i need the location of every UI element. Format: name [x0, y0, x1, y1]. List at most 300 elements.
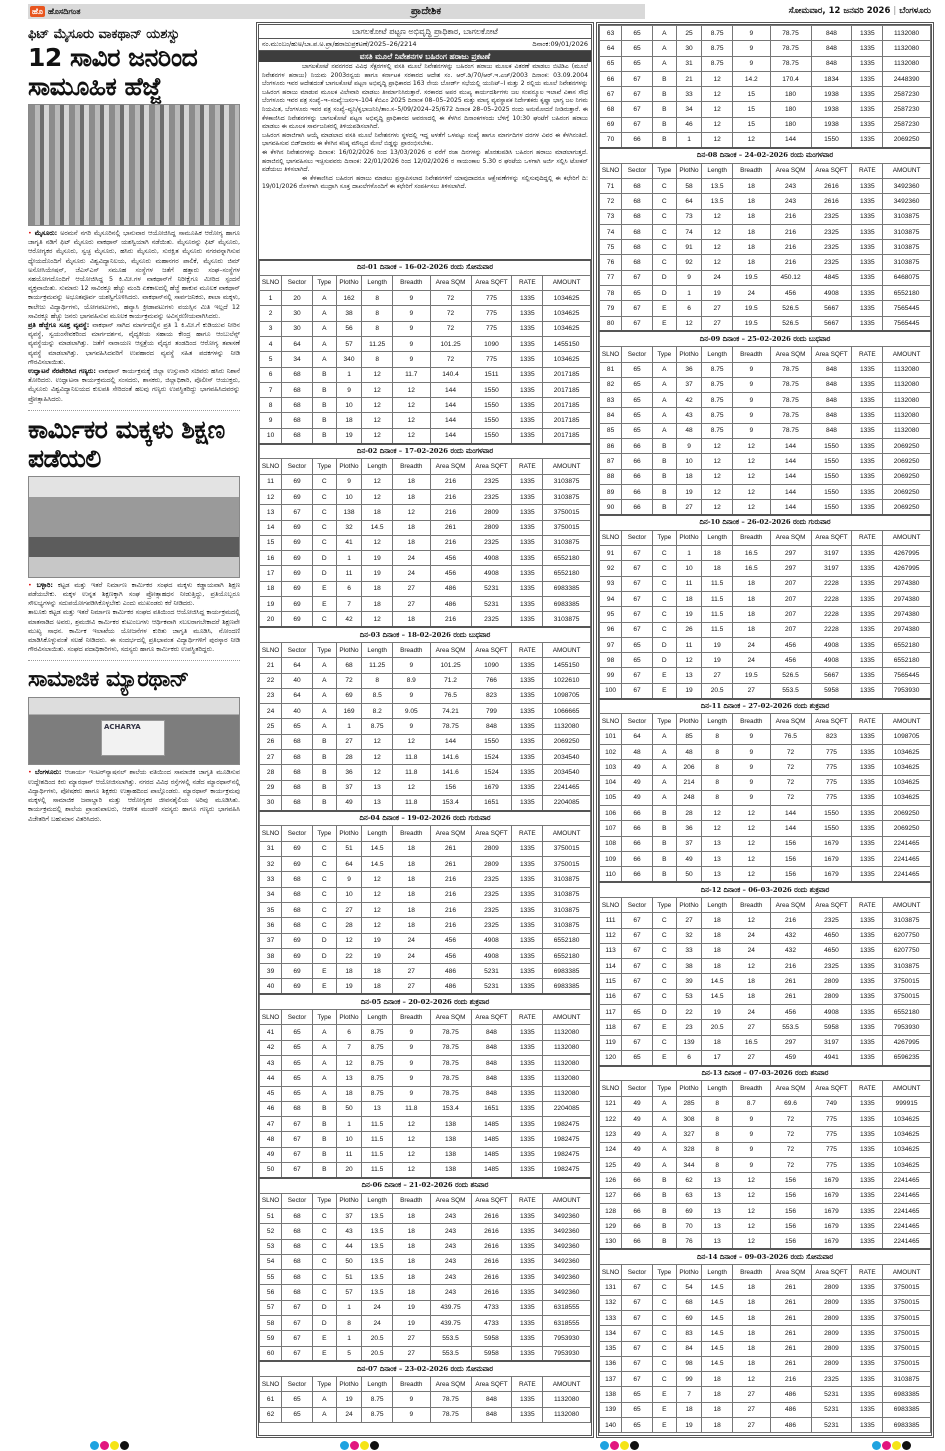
cell-rate: 1335 [852, 224, 883, 239]
cell-area-sqft: 1485 [471, 1147, 512, 1162]
cell-slno: 121 [600, 1096, 622, 1111]
cell-slno: 125 [600, 1157, 622, 1172]
cell-length: 8.75 [702, 408, 733, 423]
cell-sector: 68 [282, 765, 313, 780]
cell-amount: 3103875 [883, 209, 931, 224]
cell-area-sqft: 848 [811, 408, 852, 423]
column-header: PlotNo [336, 1193, 362, 1208]
cell-amount: 1982475 [543, 1163, 591, 1178]
cell-sector: 67 [622, 270, 653, 285]
cell-amount: 1132080 [543, 1407, 591, 1422]
column-header: AMOUNT [883, 1265, 931, 1280]
column-header: Area SQM [430, 275, 471, 290]
table-row [600, 1096, 931, 1111]
cell-area-sqft: 5231 [471, 581, 512, 596]
cell-type: C [312, 857, 336, 872]
cell-breadth: 14.2 [733, 71, 771, 86]
column-header: SLNO [600, 530, 622, 545]
cell-area-sqm: 138 [430, 1132, 471, 1147]
cell-sector: 40 [282, 704, 313, 719]
table-row [260, 413, 591, 428]
column-header: Type [312, 459, 336, 474]
column-header: AMOUNT [543, 642, 591, 657]
cell-amount: 3492360 [543, 1239, 591, 1254]
cell-area-sqm: 486 [430, 581, 471, 596]
table-row [260, 887, 591, 902]
cell-length: 12 [362, 535, 393, 550]
registration-dot [120, 1441, 129, 1450]
cell-type: B [312, 398, 336, 413]
column-header: Area SQM [430, 1377, 471, 1392]
cell-breadth: 9 [733, 41, 771, 56]
cell-rate: 1335 [512, 1117, 543, 1132]
cell-amount: 7953930 [543, 1331, 591, 1346]
cell-sector: 66 [622, 836, 653, 851]
cell-area-sqm: 261 [770, 1310, 811, 1325]
cell-sector: 69 [282, 566, 313, 581]
registration-dot [620, 1441, 629, 1450]
cell-sector: 49 [622, 775, 653, 790]
cell-plotno: 1 [336, 367, 362, 382]
cell-plotno: 26 [676, 622, 702, 637]
cell-type: D [312, 551, 336, 566]
cell-rate: 1335 [852, 989, 883, 1004]
cell-sector: 49 [622, 1157, 653, 1172]
cell-plotno: 69 [676, 1203, 702, 1218]
table-row [600, 1035, 931, 1050]
cell-amount: 3750015 [883, 1310, 931, 1325]
cell-breadth: 18 [393, 474, 431, 489]
cell-area-sqm: 439.75 [430, 1315, 471, 1330]
cell-slno: 74 [600, 224, 622, 239]
cell-slno: 29 [260, 780, 282, 795]
cell-slno: 90 [600, 500, 622, 515]
logo-mark: ಹೊ [32, 7, 43, 16]
cell-sector: 49 [622, 1112, 653, 1127]
table-row [600, 178, 931, 193]
cell-sector: 68 [282, 902, 313, 917]
cell-type: E [652, 316, 676, 331]
cell-type: A [312, 336, 336, 351]
cell-sector: 66 [622, 439, 653, 454]
cell-type: E [312, 1331, 336, 1346]
cell-breadth: 24 [733, 286, 771, 301]
cell-plotno: 19 [676, 484, 702, 499]
column-header: AMOUNT [543, 826, 591, 841]
cell-amount: 6318555 [543, 1300, 591, 1315]
cell-area-sqft: 1679 [811, 1219, 852, 1234]
cell-sector: 68 [282, 1239, 313, 1254]
cell-plotno: 9 [336, 872, 362, 887]
cell-slno: 133 [600, 1310, 622, 1325]
cell-amount: 3103875 [543, 612, 591, 627]
column-header: Area SQM [770, 163, 811, 178]
cell-area-sqm: 138 [430, 1147, 471, 1162]
cell-type: B [652, 852, 676, 867]
cell-breadth: 9 [733, 775, 771, 790]
cell-rate: 1335 [512, 336, 543, 351]
cell-area-sqft: 5958 [811, 1020, 852, 1035]
cell-length: 13.5 [362, 1285, 393, 1300]
cell-type: C [312, 1285, 336, 1300]
cell-sector: 64 [282, 688, 313, 703]
cell-length: 18 [702, 1372, 733, 1387]
cell-area-sqft: 5958 [471, 1346, 512, 1361]
cell-slno: 101 [600, 729, 622, 744]
cell-breadth: 9 [733, 1157, 771, 1172]
cell-length: 13 [362, 1101, 393, 1116]
day-section-header [260, 811, 591, 826]
cell-sector: 67 [622, 913, 653, 928]
cell-length: 13 [702, 1219, 733, 1234]
cell-breadth: 18 [393, 1254, 431, 1269]
cell-type: B [312, 1147, 336, 1162]
cell-type: C [652, 591, 676, 606]
cell-sector: 68 [282, 1285, 313, 1300]
cell-amount: 3103875 [883, 240, 931, 255]
cell-plotno: 10 [336, 398, 362, 413]
cell-sector: 65 [622, 653, 653, 668]
cell-breadth: 11.7 [393, 367, 431, 382]
table-row [260, 933, 591, 948]
column-header: Breadth [393, 459, 431, 474]
cell-length: 20.5 [362, 1346, 393, 1361]
cell-area-sqft: 2616 [471, 1254, 512, 1269]
cell-length: 8.75 [702, 393, 733, 408]
cell-plotno: 19 [676, 607, 702, 622]
page-dateline [789, 4, 931, 19]
cell-plotno: 23 [676, 1020, 702, 1035]
cell-breadth: 9 [393, 1086, 431, 1101]
table-row [600, 1173, 931, 1188]
cell-area-sqm: 216 [770, 240, 811, 255]
column-header: RATE [852, 163, 883, 178]
cell-length: 14.5 [702, 1341, 733, 1356]
cell-area-sqft: 2325 [811, 209, 852, 224]
cell-slno: 71 [600, 178, 622, 193]
cell-area-sqft: 2325 [811, 224, 852, 239]
cell-rate: 1335 [512, 704, 543, 719]
cell-breadth: 27 [733, 683, 771, 698]
cell-plotno: 64 [336, 857, 362, 872]
cell-area-sqm: 144 [430, 382, 471, 397]
cell-slno: 81 [600, 362, 622, 377]
cell-length: 8 [702, 775, 733, 790]
cell-type: A [312, 1086, 336, 1101]
story-photo [28, 476, 240, 578]
cell-area-sqm: 456 [770, 637, 811, 652]
cell-amount: 1034625 [543, 352, 591, 367]
cell-area-sqm: 207 [770, 622, 811, 637]
cell-area-sqm: 78.75 [770, 362, 811, 377]
cell-breadth: 18 [733, 1310, 771, 1325]
column-header: SLNO [260, 1010, 282, 1025]
cell-amount: 2587230 [883, 87, 931, 102]
table-row [600, 224, 931, 239]
cell-length: 12 [362, 428, 393, 443]
cell-breadth: 9 [393, 1040, 431, 1055]
column-header: Area SQFT [811, 1265, 852, 1280]
cell-area-sqft: 3197 [811, 1035, 852, 1050]
cell-breadth: 27 [393, 597, 431, 612]
cell-breadth: 12 [733, 1173, 771, 1188]
cell-area-sqm: 261 [770, 1326, 811, 1341]
dateline: ಮೈಸೂರು: [34, 229, 58, 237]
cell-rate: 1335 [512, 1346, 543, 1361]
cell-sector: 69 [282, 612, 313, 627]
cell-rate: 1335 [512, 1224, 543, 1239]
photo-banner: ACHARYA [101, 720, 165, 756]
cell-type: D [652, 1005, 676, 1020]
cell-slno: 16 [260, 551, 282, 566]
cell-area-sqm: 156 [770, 1234, 811, 1249]
cell-amount: 6207750 [883, 928, 931, 943]
cell-amount: 3103875 [543, 872, 591, 887]
cell-plotno: 69 [336, 688, 362, 703]
cell-area-sqm: 144 [430, 734, 471, 749]
cell-length: 11.25 [362, 336, 393, 351]
cell-slno: 109 [600, 852, 622, 867]
cell-area-sqft: 2228 [811, 607, 852, 622]
cell-length: 12 [362, 872, 393, 887]
cell-length: 18 [702, 1387, 733, 1402]
column-header: AMOUNT [543, 1377, 591, 1392]
cell-breadth: 9 [393, 1055, 431, 1070]
cell-amount: 6552180 [543, 948, 591, 963]
table-row [260, 1270, 591, 1285]
cell-slno: 24 [260, 704, 282, 719]
cell-type: C [312, 1239, 336, 1254]
table-row [260, 979, 591, 994]
cell-slno: 127 [600, 1188, 622, 1203]
cell-plotno: 48 [676, 744, 702, 759]
cell-area-sqft: 5958 [811, 683, 852, 698]
cell-type: B [652, 117, 676, 132]
cell-slno: 26 [260, 734, 282, 749]
table-row [600, 867, 931, 882]
cell-plotno: 63 [676, 1188, 702, 1203]
cell-plotno: 53 [676, 989, 702, 1004]
cell-amount: 3103875 [543, 474, 591, 489]
cell-sector: 65 [622, 393, 653, 408]
cell-type: B [312, 780, 336, 795]
cell-amount: 6983385 [883, 1418, 931, 1433]
cell-rate: 1335 [852, 71, 883, 86]
cell-area-sqm: 526.5 [770, 668, 811, 683]
cell-amount: 1034625 [543, 291, 591, 306]
cell-rate: 1335 [852, 668, 883, 683]
cell-amount: 4267995 [883, 561, 931, 576]
cell-rate: 1335 [852, 377, 883, 392]
table-row [600, 423, 931, 438]
cell-slno: 57 [260, 1300, 282, 1315]
column-header: Breadth [393, 1377, 431, 1392]
column-header: Type [652, 714, 676, 729]
column-header: Length [362, 275, 393, 290]
cell-amount: 2034540 [543, 750, 591, 765]
cell-amount: 3750015 [883, 1295, 931, 1310]
cell-type: C [312, 1224, 336, 1239]
cell-plotno: 285 [676, 1096, 702, 1111]
cell-length: 13 [702, 852, 733, 867]
cell-type: B [312, 795, 336, 810]
cell-type: C [652, 224, 676, 239]
column-header: Length [362, 826, 393, 841]
cell-sector: 69 [282, 520, 313, 535]
cell-rate: 1335 [852, 423, 883, 438]
cell-amount: 1132080 [883, 393, 931, 408]
column-header: Area SQM [430, 826, 471, 841]
cell-sector: 68 [282, 918, 313, 933]
cell-area-sqft: 1679 [471, 780, 512, 795]
table-row [600, 989, 931, 1004]
cell-area-sqm: 78.75 [430, 1392, 471, 1407]
table-row [600, 836, 931, 851]
cell-type: A [312, 306, 336, 321]
cell-type: A [652, 760, 676, 775]
cell-area-sqm: 72 [430, 352, 471, 367]
cell-area-sqm: 156 [770, 1188, 811, 1203]
cell-area-sqm: 144 [770, 469, 811, 484]
cell-plotno: 68 [336, 658, 362, 673]
cell-breadth: 9 [733, 1142, 771, 1157]
cell-breadth: 19.5 [733, 301, 771, 316]
cell-sector: 65 [622, 377, 653, 392]
registration-dot [630, 1441, 639, 1450]
cell-sector: 65 [282, 1040, 313, 1055]
section-title: ದಿನ-09 ದಿನಾಂಕ – 25-02-2026 ರಂದು ಬುಧವಾರ [600, 331, 931, 346]
cell-type: D [312, 948, 336, 963]
cell-amount: 2241465 [883, 836, 931, 851]
column-header: Area SQFT [471, 642, 512, 657]
cell-rate: 1335 [852, 270, 883, 285]
cell-area-sqm: 156 [770, 852, 811, 867]
cell-length: 18 [702, 1402, 733, 1417]
cell-sector: 65 [622, 362, 653, 377]
cell-length: 8.75 [362, 1025, 393, 1040]
cell-area-sqft: 2809 [811, 1310, 852, 1325]
cell-breadth: 18 [733, 607, 771, 622]
cell-slno: 73 [600, 209, 622, 224]
cell-breadth: 9 [733, 1127, 771, 1142]
cell-area-sqm: 243 [430, 1208, 471, 1223]
cell-slno: 97 [600, 637, 622, 652]
cell-breadth: 27 [393, 1331, 431, 1346]
notice-body [259, 62, 591, 259]
cell-slno: 15 [260, 535, 282, 550]
cell-length: 12 [362, 887, 393, 902]
cell-rate: 1335 [512, 933, 543, 948]
cell-area-sqm: 261 [430, 520, 471, 535]
cell-area-sqft: 775 [471, 352, 512, 367]
cell-plotno: 37 [676, 377, 702, 392]
cell-breadth: 27 [393, 979, 431, 994]
cell-area-sqm: 78.75 [770, 377, 811, 392]
cell-plotno: 206 [676, 760, 702, 775]
column-header: Area SQM [770, 1081, 811, 1096]
column-header: Sector [622, 714, 653, 729]
cell-area-sqm: 243 [770, 178, 811, 193]
cell-length: 27 [702, 301, 733, 316]
cell-type: E [652, 1387, 676, 1402]
cell-slno: 2 [260, 306, 282, 321]
cell-sector: 69 [282, 841, 313, 856]
cell-type: C [312, 872, 336, 887]
cell-area-sqm: 243 [430, 1285, 471, 1300]
cell-amount: 2974380 [883, 607, 931, 622]
cell-plotno: 74 [676, 224, 702, 239]
cell-slno: 41 [260, 1025, 282, 1040]
cell-area-sqft: 1679 [811, 1234, 852, 1249]
cell-rate: 1335 [512, 1132, 543, 1147]
cell-area-sqft: 848 [471, 1040, 512, 1055]
column-header-row [600, 347, 931, 362]
cell-area-sqft: 2616 [471, 1224, 512, 1239]
cell-plotno: 20 [336, 1163, 362, 1178]
cell-type: A [312, 1392, 336, 1407]
cell-sector: 68 [282, 887, 313, 902]
column-header: Sector [622, 1265, 653, 1280]
cell-rate: 1335 [852, 362, 883, 377]
cell-length: 12 [702, 117, 733, 132]
cell-area-sqft: 4908 [471, 551, 512, 566]
cell-sector: 67 [282, 505, 313, 520]
column-header-row [260, 826, 591, 841]
column-header: Length [362, 1377, 393, 1392]
cell-sector: 65 [282, 1055, 313, 1070]
cell-length: 19 [702, 653, 733, 668]
column-header: SLNO [600, 897, 622, 912]
cell-area-sqft: 5231 [471, 597, 512, 612]
table-row [600, 1112, 931, 1127]
cell-amount: 1132080 [883, 26, 931, 41]
column-header: Area SQFT [811, 530, 852, 545]
cell-area-sqft: 2325 [811, 959, 852, 974]
cell-area-sqm: 71.2 [430, 673, 471, 688]
cell-length: 12 [702, 133, 733, 148]
cell-slno: 112 [600, 928, 622, 943]
cell-rate: 1335 [852, 974, 883, 989]
cell-plotno: 98 [676, 1356, 702, 1371]
cell-plotno: 33 [676, 943, 702, 958]
cell-type: A [312, 1055, 336, 1070]
cell-area-sqft: 2616 [811, 194, 852, 209]
cell-length: 8 [702, 1127, 733, 1142]
cell-rate: 1335 [852, 301, 883, 316]
cell-area-sqm: 156 [430, 780, 471, 795]
cell-slno: 13 [260, 505, 282, 520]
cell-slno: 70 [600, 133, 622, 148]
cell-breadth: 9 [733, 423, 771, 438]
cell-area-sqft: 775 [471, 321, 512, 336]
cell-sector: 65 [622, 41, 653, 56]
table-row [600, 1280, 931, 1295]
cell-rate: 1335 [512, 398, 543, 413]
cell-length: 8.75 [362, 1392, 393, 1407]
table-row [260, 750, 591, 765]
section-title: ದಿನ-03 ದಿನಾಂಕ – 18-02-2026 ರಂದು ಬುಧವಾರ [260, 627, 591, 642]
table-row [260, 964, 591, 979]
registration-dot [360, 1441, 369, 1450]
cell-slno: 33 [260, 872, 282, 887]
cell-amount: 1132080 [883, 423, 931, 438]
cell-length: 12 [362, 474, 393, 489]
table-row [260, 948, 591, 963]
cell-sector: 65 [622, 423, 653, 438]
cell-breadth: 11.8 [393, 795, 431, 810]
cell-length: 14.5 [702, 1356, 733, 1371]
cell-area-sqft: 775 [811, 1127, 852, 1142]
